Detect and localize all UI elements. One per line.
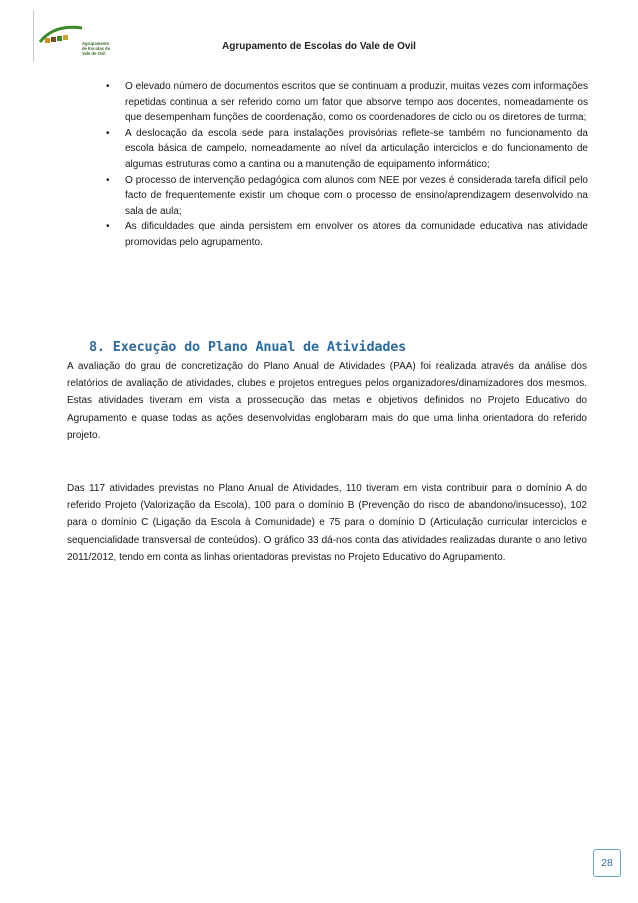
bullet-list — [98, 79, 588, 251]
list-item-text: As dificuldades que ainda persistem em envolver os atores da comunidade educativa nas atividade promovidas pelo agrupamento. — [125, 221, 588, 248]
paragraph: Das 117 atividades previstas no Plano Anual de Atividades, 110 tiveram em vista contribuir para o domínio A do referido Projeto (Valorização da Escola), 100 para o domínio B (Prevenção do risco de abandono/insucesso), 102 para o domínio C (Ligação da Escola à Comunidade) e 75 para o domínio D (Articulação curricular interciclos e sequencialidade transversal de conteúdos). O gráfico 33 dá-nos conta das atividades realizadas durante o ano letivo 2011/2012, tendo em conta as linhas orientadoras previstas no Projeto Educativo do Agrupamento. — [67, 483, 587, 563]
logo-text-line: Agrupamento — [82, 41, 110, 46]
section-heading: 8. Execução do Plano Anual de Atividades — [89, 339, 407, 355]
list-item — [98, 173, 588, 220]
paragraph: A avaliação do grau de concretização do Plano Anual de Atividades (PAA) foi realizada através da análise dos relatórios de avaliação de atividades, clubes e projetos entregues pelos organizadores/dinamizadores dos mesmos. Estas atividades tiveram em vista a prossecução das metas e objetivos definidos no Projeto Educativo do Agrupamento e quase todas as ações desenvolvidas englobaram mais do que uma linha orientadora do referido projeto. — [67, 361, 587, 441]
list-item-text: A deslocação da escola sede para instalações provisórias reflete-se também no funcionamento da escola básica de campelo, nomeadamente ao nível da articulação interciclos e do funcionamento de algumas estruturas como a cantina ou a manutenção de equipamento informático; — [125, 127, 588, 170]
list-item — [98, 219, 588, 250]
bullet-icon: • — [106, 127, 110, 139]
page-number: 28 — [593, 849, 621, 877]
header-title: Agrupamento de Escolas do Vale de Ovil — [222, 41, 416, 52]
list-item-text: O processo de intervenção pedagógica com alunos com NEE por vezes é considerada tarefa difícil pelo facto de frequentemente existir um choque com o processo de ensino/aprendizagem desenvolvido na sala de aula; — [125, 174, 588, 217]
list-item — [98, 126, 588, 173]
bullet-icon: • — [106, 221, 110, 233]
bullet-icon: • — [106, 81, 110, 92]
list-item-text: O elevado número de documentos escritos que se continuam a produzir, muitas vezes com informações repetidas continua a ser referido como um fator que absorve tempo aos docentes, nomeadamente os que desempenham funções de coordenação, como os coordenadores de ciclo ou os diretores de turma; — [125, 81, 588, 124]
header-divider — [33, 10, 34, 62]
list-item — [98, 79, 588, 126]
logo-text-line: Vale de Ovil — [82, 50, 106, 56]
logo-text-line: de Escolas do — [82, 45, 111, 51]
bullet-icon: • — [106, 174, 110, 186]
